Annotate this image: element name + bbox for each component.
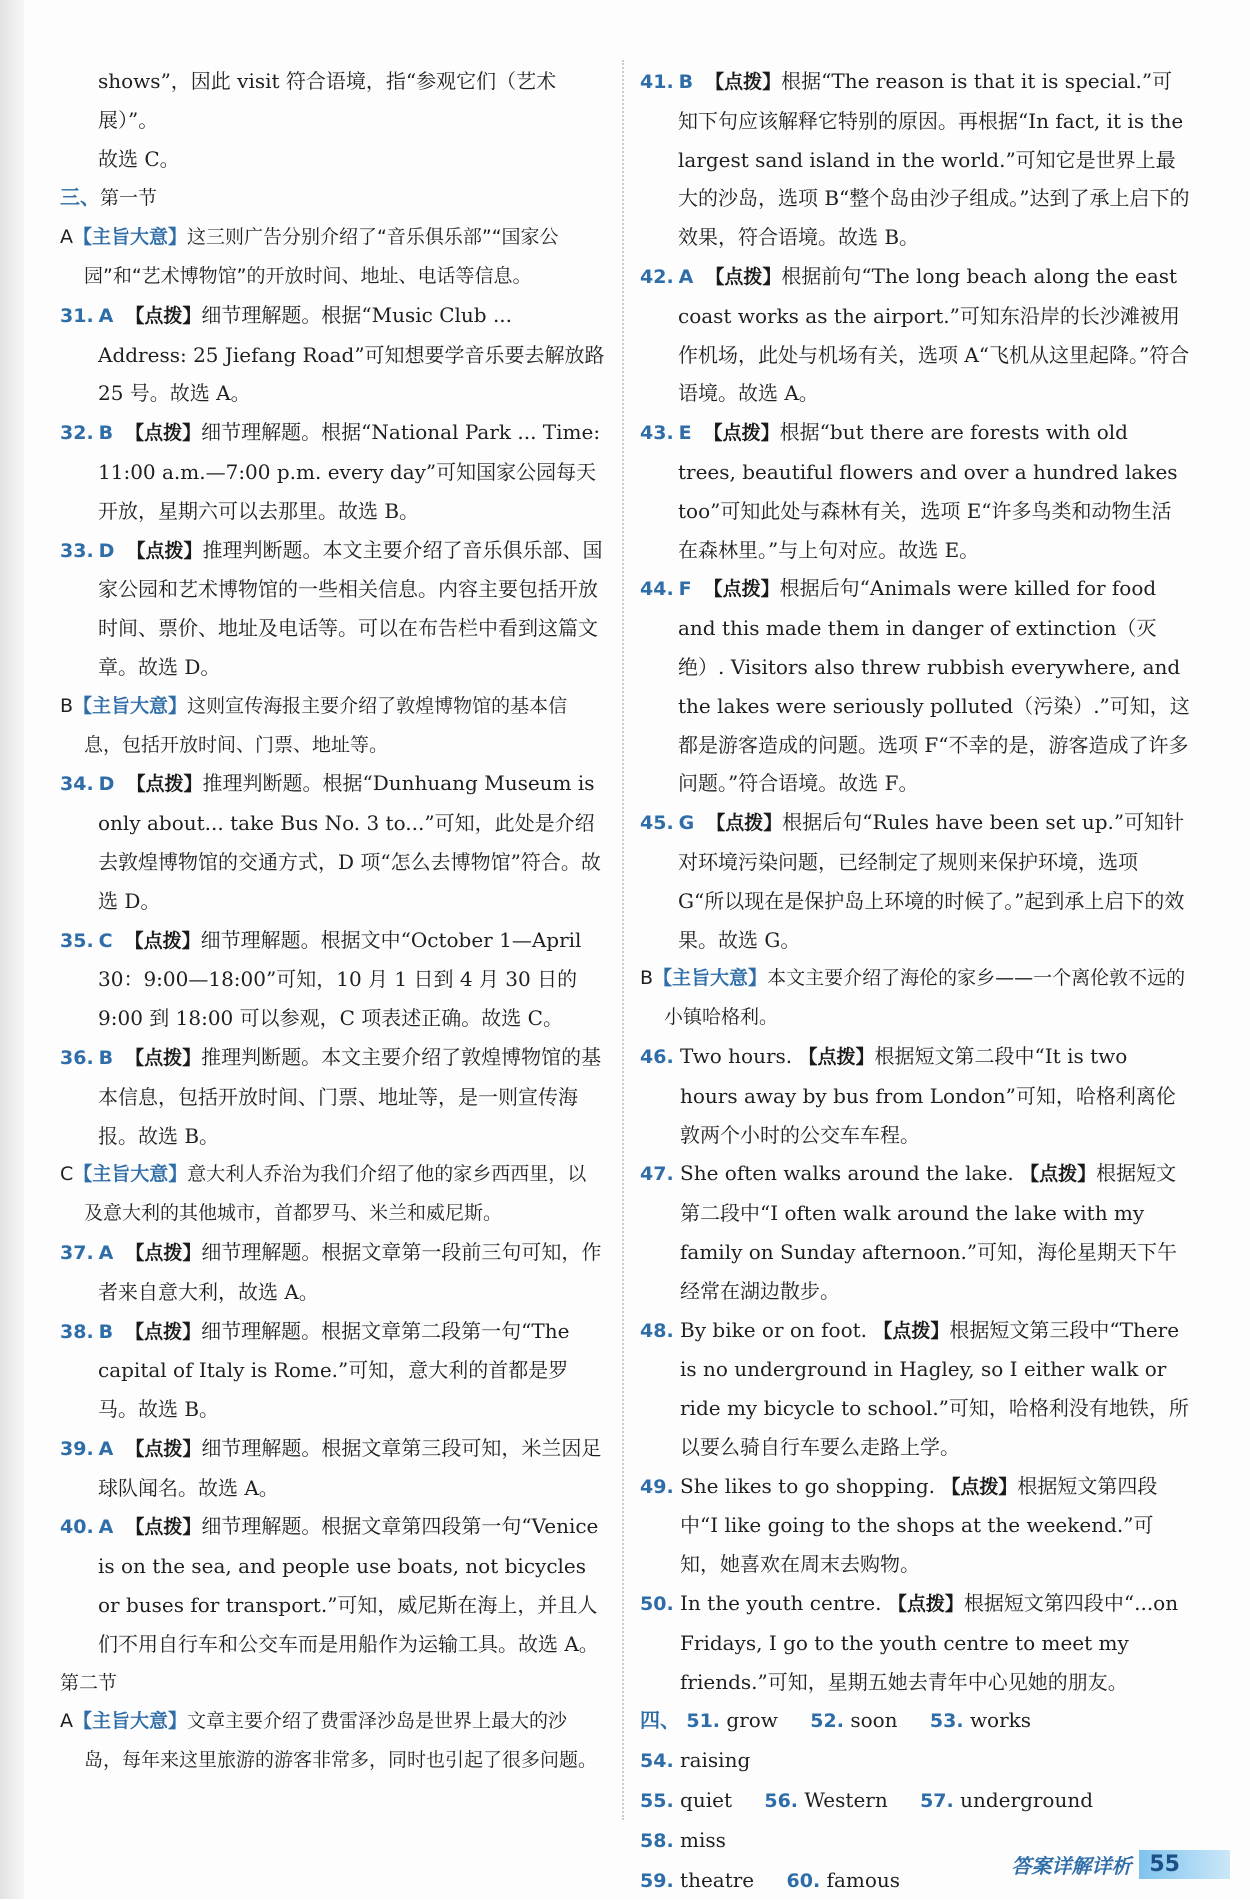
page-number: 55 bbox=[1139, 1850, 1230, 1879]
answer-46: 46. Two hours. 【点拨】根据短文第二段中“It is two hours away by bus from London”可知，哈格利离伦敦两个小时的公交车车程。 bbox=[640, 1043, 1176, 1147]
right-column bbox=[640, 62, 1190, 1900]
answer-43: 43. E 【点拨】根据“but there are forests with old trees, beautiful flowers and over a hundred lakes too”可知此处与森林有关，选项 E“许多鸟类和动物生活在森林里。”与上句对应。故选 E。 bbox=[640, 420, 1178, 562]
answer-47: 47. She often walks around the lake. 【点拨】根据短文第二段中“I often walk around the lake with my family on Sunday afternoon.”可知，海伦星期天下午经常在湖边散步。 bbox=[640, 1161, 1178, 1303]
section-heading: 三、第一节 bbox=[60, 185, 158, 210]
continued-text: shows”，因此 visit 符合语境，指“参观它们（艺术展）”。 故选 C。 bbox=[98, 69, 557, 171]
summary-a: A【主旨大意】这三则广告分别介绍了“音乐俱乐部”“国家公园”和“艺术博物馆”的开放时间、地址、电话等信息。 bbox=[60, 226, 559, 287]
answer-40: 40. A 【点拨】细节理解题。根据文章第四段第一句“Venice is on the sea, and people use boats, not bicycles or buses for transport.”可知，威尼斯在海上，并且人们不用自行车和公交车而是用船作为运输工具。故选 A。 bbox=[60, 1514, 599, 1656]
part-heading: 第二节 bbox=[60, 1671, 118, 1694]
summary-c: C【主旨大意】意大利人乔治为我们介绍了他的家乡西西里，以及意大利的其他城市，首都罗马、米兰和威尼斯。 bbox=[60, 1163, 587, 1225]
vocab-52: 52. soon bbox=[810, 1708, 898, 1733]
answer-37: 37. A 【点拨】细节理解题。根据文章第一段前三句可知，作者来自意大利，故选 A。 bbox=[60, 1239, 602, 1304]
answer-39: 39. A 【点拨】细节理解题。根据文章第三段可知，米兰因足球队闻名。故选 A。 bbox=[60, 1435, 602, 1500]
answer-36: 36. B 【点拨】推理判断题。本文主要介绍了敦煌博物馆的基本信息，包括开放时间、门票、地址等，是一则宣传海报。故选 B。 bbox=[60, 1044, 602, 1148]
answer-34: 34. D 【点拨】推理判断题。根据“Dunhuang Museum is only about... take Bus No. 3 to...”可知，此处是介绍去敦煌博物馆的交通方式，D 项“怎么去博物馆”符合。故选 D。 bbox=[60, 771, 601, 913]
vocab-59: 59. theatre bbox=[640, 1867, 755, 1892]
answer-45: 45. G 【点拨】根据后句“Rules have been set up.”可知针对环境污染问题，已经制定了规则来保护环境，选项 G“所以现在是保护岛上环境的时候了。”起到承上启下的效果。故选 G。 bbox=[640, 810, 1185, 952]
answer-41: 41. B 【点拨】根据“The reason is that it is special.”可知下句应该解释它特别的原因。再根据“In fact, it is the largest sand island in the world.”可知它是世界上最大的沙岛，选项 B“整个岛由沙子组成。”达到了承上启下的效果，符合语境。故选 B。 bbox=[640, 69, 1190, 250]
summary-b-right: B【主旨大意】本文主要介绍了海伦的家乡——一个离伦敦不远的小镇哈格利。 bbox=[640, 967, 1186, 1029]
answer-50: 50. In the youth centre. 【点拨】根据短文第四段中“...on Fridays, I go to the youth centre to meet my friends.”可知，星期五她去青年中心见她的朋友。 bbox=[640, 1591, 1179, 1694]
answer-38: 38. B 【点拨】细节理解题。根据文章第二段第一句“The capital of Italy is Rome.”可知，意大利的首都是罗马。故选 B。 bbox=[60, 1318, 570, 1422]
left-column bbox=[60, 62, 605, 1780]
vocab-answers: 四、 51. grow 52. soon 53. works 54. raising 55. quiet 56. Western 57. underground 58. miss 59. theatre 60. famous bbox=[640, 1708, 1094, 1892]
answer-33: 33. D 【点拨】推理判断题。本文主要介绍了音乐俱乐部、国家公园和艺术博物馆的一些相关信息。内容主要包括开放时间、票价、地址及电话等。可以在布告栏中看到这篇文章。故选 D。 bbox=[60, 537, 603, 679]
answer-32: 32. B 【点拨】细节理解题。根据“National Park ... Time: 11:00 a.m.—7:00 p.m. every day”可知国家公园每天开放，星期六可以去那里。故选 B。 bbox=[60, 420, 601, 523]
vocab-51: 51. grow bbox=[686, 1708, 778, 1733]
vocab-57: 57. underground bbox=[920, 1788, 1094, 1813]
column-divider bbox=[622, 60, 624, 1820]
vocab-58: 58. miss bbox=[640, 1827, 726, 1852]
footer-label: 答案详解详析 bbox=[1011, 1854, 1132, 1878]
book-spine-shadow bbox=[0, 0, 24, 1899]
answer-42: 42. A 【点拨】根据前句“The long beach along the east coast works as the airport.”可知东沿岸的长沙滩被用作机场，此处与机场有关，选项 A“飞机从这里起降。”符合语境。故选 A。 bbox=[640, 263, 1190, 406]
summary-b: B【主旨大意】这则宣传海报主要介绍了敦煌博物馆的基本信息，包括开放时间、门票、地址等。 bbox=[60, 694, 568, 756]
answer-44: 44. F 【点拨】根据后句“Animals were killed for food and this made them in danger of extinction（灭绝）. Visitors also threw rubbish everywhere, and the lakes were seriously polluted（污染）.”可知，这都是游客造成的问题。选项 F“不幸的是，游客造成了许多问题。”符合语境。故选 F。 bbox=[640, 576, 1190, 796]
answer-31: 31. A 【点拨】细节理解题。根据“Music Club ... Address: 25 Jiefang Road”可知想要学音乐要去解放路 25 号。故选 A。 bbox=[60, 302, 605, 406]
vocab-60: 60. famous bbox=[786, 1867, 901, 1892]
vocab-56: 56. Western bbox=[764, 1788, 888, 1813]
answer-49: 49. She likes to go shopping. 【点拨】根据短文第四段中“I like going to the shops at the weekend.”可知，她喜欢在周末去购物。 bbox=[640, 1473, 1158, 1577]
vocab-53: 53. works bbox=[929, 1708, 1032, 1733]
summary-a2: A【主旨大意】文章主要介绍了费雷泽沙岛是世界上最大的沙岛，每年来这里旅游的游客非常多，同时也引起了很多问题。 bbox=[60, 1710, 598, 1772]
answer-35: 35. C 【点拨】细节理解题。根据文中“October 1—April 30：9:00—18:00”可知，10 月 1 日到 4 月 30 日的 9:00 到 18:00 可以参观，C 项表述正确。故选 C。 bbox=[60, 927, 582, 1031]
page-footer bbox=[1011, 1850, 1230, 1879]
vocab-55: 55. quiet bbox=[640, 1788, 732, 1813]
vocab-54: 54. raising bbox=[640, 1748, 751, 1773]
answer-48: 48. By bike or on foot. 【点拨】根据短文第三段中“There is no underground in Hagley, so I either walk or ride my bicycle to school.”可知，哈格利没有地铁，所以要么骑自行车要么走路上学。 bbox=[640, 1317, 1189, 1459]
